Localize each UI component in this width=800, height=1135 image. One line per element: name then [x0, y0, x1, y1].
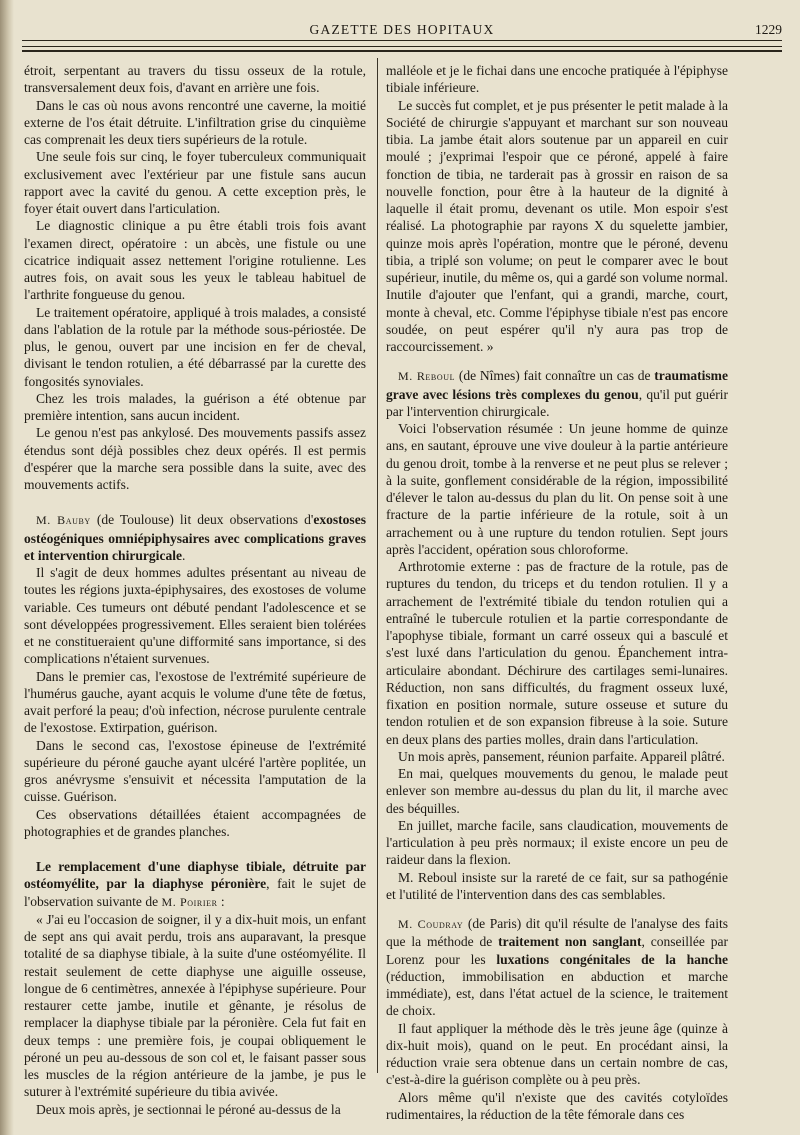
paragraph	[24, 62, 366, 97]
paragraph	[24, 858, 366, 911]
text-run: Chez les trois malades, la guérison a été obtenue par première intention, sans aucun incident.	[24, 390, 366, 423]
text-run: (réduction, immobilisation en abduction et marche immédiate), est, dans l'état actuel de la science, le traitement de choix.	[386, 968, 728, 1019]
text-run: Arthrotomie externe : pas de fracture de la rotule, pas de ruptures du tendon, du triceps et du tendon rotulien. Il y a arrachement de l'extrémité tibiale du tendon rotulien qui a entraîné le tubercule rotulien et la partie correspondante de l'apophyse tibiale, formant un carré osseux qui a basculé et s'est luxé dans l'articulation du genou. Épanchement intra-articulaire abondant. Déchirure des cartilages semi-lunaires. Réduction, non sans difficultés, du fragment osseux luxé, fixation en position normale, suture osseuse et suture du tendon rotulien et de son expansion fibreuse à la soie. Suture en deux plans des parties molles, drain dans l'articulation.	[386, 559, 728, 747]
paragraph	[386, 869, 728, 904]
text-run: (de Toulouse) lit deux observations d'	[90, 512, 314, 528]
text-run: , fait le sujet de l'observation suivante de	[24, 876, 366, 909]
paragraph	[24, 424, 366, 493]
text-run: Le succès fut complet, et je pus présenter le petit malade à la Société de chirurgie s'appuyant et marchant sur son nouveau tibia. La jambe était alors soutenue par un appareil en cuir moulé ; j'exprimai l'espoir que ce péroné, appelé à faire fonction de tibia, ne tarderait pas à grossir en raison de sa nouvelle fonction, pour être à la hauteur de la dignité à laquelle il était promu, devenant os utile. Mon espoir s'est réalisé. La photographie par rayons X du squelette jambier, quinze mois après l'opération, montre que le péroné, devenu tibia, a triplé son volume; on peut le comparer avec le bout supérieur, inutile, du même os, qui a gardé son volume normal. Inutile d'ajouter que l'enfant, qui a grandi, marche, court, monte à cheval, etc. Comme l'épiphyse tibiale n'est pas encore soudée, on peut espérer qu'il n'y aura pas trop de raccourcissement. »	[386, 97, 728, 354]
text-run: Une seule fois sur cinq, le foyer tuberculeux communiquait exclusivement avec l'extérieur par une fistule sans aucun rapport avec la cavité du genou. A cette exception près, le foyer était ouvert dans l'articulation.	[24, 149, 366, 216]
header-rule	[22, 46, 782, 47]
text-run: Il s'agit de deux hommes adultes présentant au niveau de toutes les régions juxta-épiphysaires, des exostoses de volume variable. Ces tumeurs ont débuté pendant l'adolescence et se sont développées progressivement. Elles seraient bien tolérées et ne constitueraient qu'une difformité sans importance, si des complications n'étaient survenues.	[24, 565, 366, 667]
paragraph	[24, 511, 366, 564]
topic-title: Le remplacement d'une diaphyse tibiale, détruite par ostéomyélite, par la diaphyse péronière	[24, 859, 366, 892]
paragraph	[24, 737, 366, 806]
topic-title: traumatisme grave avec lésions très complexes du genou	[386, 368, 728, 402]
running-title: GAZETTE DES HOPITAUX	[309, 22, 495, 37]
column-divider	[377, 58, 378, 1073]
page-spine-shadow	[0, 0, 14, 1135]
text-run: Alors même qu'il n'existe que des cavités cotyloïdes rudimentaires, la réduction de la tête fémorale dans ces	[386, 1089, 728, 1122]
paragraph	[24, 97, 366, 149]
text-run: Deux mois après, je sectionnai le péroné au-dessus de la	[36, 1101, 341, 1117]
text-run: Dans le second cas, l'exostose épineuse de l'extrémité supérieure du péroné gauche ayant ulcéré l'artère poplitée, un gros anévrysme s'ensuivit et nécessita l'amputation de la cuisse. Guérison.	[24, 737, 366, 805]
header-rule	[22, 40, 782, 41]
page-header	[22, 18, 782, 40]
author-name: M. Poirier	[161, 894, 218, 909]
text-run: « J'ai eu l'occasion de soigner, il y a dix-huit mois, un enfant de sept ans qui avait perdu, trois ans auparavant, la presque totalité de sa diaphyse tibiale, à la suite d'une ostéomyélite. Il restait seulement de cette diaphyse une aiguille osseuse, longue de 6 centimètres, annexée à l'épiphyse supérieure. Pour restaurer cette jambe, inutile et gênante, je résolus de remplacer la diaphyse tibiale par la péronière. Cela fut fait en deux temps : une première fois, je coupai obliquement le péroné un peu au-dessous de son col et, le faisant passer sous les muscles de la région antérieure de la jambe, je pus le suturer à l'extrémité supérieure du tibia avivée.	[24, 911, 366, 1100]
text-run: Il faut appliquer la méthode dès le très jeune âge (quinze à dix-huit mois), quand on le peut. En procédant ainsi, la réduction vraie sera obtenue dans un certain nombre de cas, c'est-à-dire la guérison complète ou à peu près.	[386, 1020, 728, 1088]
text-run: (de Paris) dit qu'il résulte de l'analyse des faits que la méthode de	[386, 916, 728, 950]
paragraph	[24, 304, 366, 390]
author-name: M. Reboul	[398, 369, 456, 384]
text-run: Dans le premier cas, l'exostose de l'extrémité supérieure de l'humérus gauche, ayant acquis le volume d'une tête de fœtus, avait perforé la peau; d'où infection, nécrose purulente centrale de l'exostose. Extirpation, guérison.	[24, 668, 366, 736]
text-run: Dans le cas où nous avons rencontré une caverne, la moitié externe de l'os était détruite. L'infiltration grise du cinquième cas comprenait les deux tiers supérieurs de la rotule.	[24, 97, 366, 147]
paragraph	[24, 564, 366, 668]
author-name: M. Bauby	[36, 513, 91, 528]
page-number: 1229	[755, 22, 782, 37]
paragraph	[24, 668, 366, 737]
paragraph	[386, 367, 728, 420]
paragraph	[24, 390, 366, 425]
text-run: , qu'il put guérir par l'intervention chirurgicale.	[386, 386, 729, 419]
text-run: En mai, quelques mouvements du genou, le malade peut enlever son membre au-dessus du plan du lit, il marche avec des béquilles.	[386, 766, 728, 816]
text-run: En juillet, marche facile, sans claudication, mouvements de l'articulation à peu près normaux; il existe encore un peu de raideur dans la flexion.	[386, 817, 728, 868]
text-run: :	[217, 893, 225, 909]
text-run: Le genou n'est pas ankylosé. Des mouvements passifs assez étendus sont déjà possibles chez deux opérés. Il est permis d'espérer que la marche sera possible dans la suite, avec des mouvements actifs.	[24, 425, 366, 492]
text-run: Ces observations détaillées étaient accompagnées de photographies et de grandes planches.	[24, 806, 366, 839]
author-name: M. Coudray	[398, 917, 464, 931]
left-column	[24, 62, 366, 1118]
paragraph	[386, 97, 728, 356]
text-run: .	[182, 547, 186, 563]
text-run: étroit, serpentant au travers du tissu osseux de la rotule, transversalement deux fois, d'avant en arrière une fois.	[24, 63, 366, 96]
paragraph	[24, 911, 366, 1101]
text-run: malléole et je le fichai dans une encoche pratiquée à l'épiphyse tibiale inférieure.	[386, 63, 728, 96]
topic-title: traitement non sanglant	[498, 934, 642, 950]
paragraph	[24, 148, 366, 217]
topic-title: luxations congénitales de la hanche	[496, 951, 728, 967]
paragraph	[386, 748, 728, 765]
text-run: Un mois après, pansement, réunion parfaite. Appareil plâtré.	[398, 748, 725, 764]
header-rule	[22, 50, 782, 52]
paragraph	[386, 915, 728, 1020]
text-run: Voici l'observation résumée : Un jeune homme de quinze ans, en sautant, éprouve une vive douleur à la partie antérieure du genou droit, tombe à la renverse et ne peut plus se relever ; à la suite, gonflement considérable de la région, impossibilité d'élever le talon au-dessus du plan du lit. On pense soit à une fracture de la partie inférieure de la rotule, soit à un arrachement ou à une rupture du tendon rotulien. Sept jours après l'accident, opération sous chloroforme.	[386, 421, 728, 557]
paragraph	[386, 1089, 728, 1124]
text-run: Le diagnostic clinique a pu être établi trois fois avant l'examen direct, opératoire : un abcès, une fistule ou une cicatrice indiquait assez nettement l'origine rotulienne. Les autres fois, on avait sous les yeux le tableau habituel de l'arthrite fongueuse du genou.	[24, 218, 366, 303]
text-run: , conseillée par Lorenz pour les	[386, 934, 728, 967]
paragraph	[24, 217, 366, 303]
right-column	[386, 62, 728, 1123]
paragraph	[386, 765, 728, 817]
paragraph	[24, 806, 366, 841]
paragraph	[386, 558, 728, 748]
paragraph	[386, 1020, 728, 1089]
text-run: M. Reboul insiste sur la rareté de ce fait, sur sa pathogénie et l'utilité de l'intervention dans des cas semblables.	[386, 869, 728, 902]
text-run: (de Nîmes) fait connaître un cas de	[455, 368, 655, 384]
paragraph	[386, 420, 728, 558]
text-run: Le traitement opératoire, appliqué à trois malades, a consisté dans l'ablation de la rotule par la méthode sous-périostée. De plus, le genou, ouvert par une incision en fer de cheval, divisant le tendon rotulien, a été débarrassé par la curette des fongosités synoviales.	[24, 304, 366, 389]
paragraph	[24, 1101, 366, 1118]
topic-title: exostoses ostéogéniques omniépiphysaires avec complications graves et intervention chirurgicale	[24, 512, 366, 563]
paragraph	[386, 817, 728, 869]
paragraph	[386, 62, 728, 97]
